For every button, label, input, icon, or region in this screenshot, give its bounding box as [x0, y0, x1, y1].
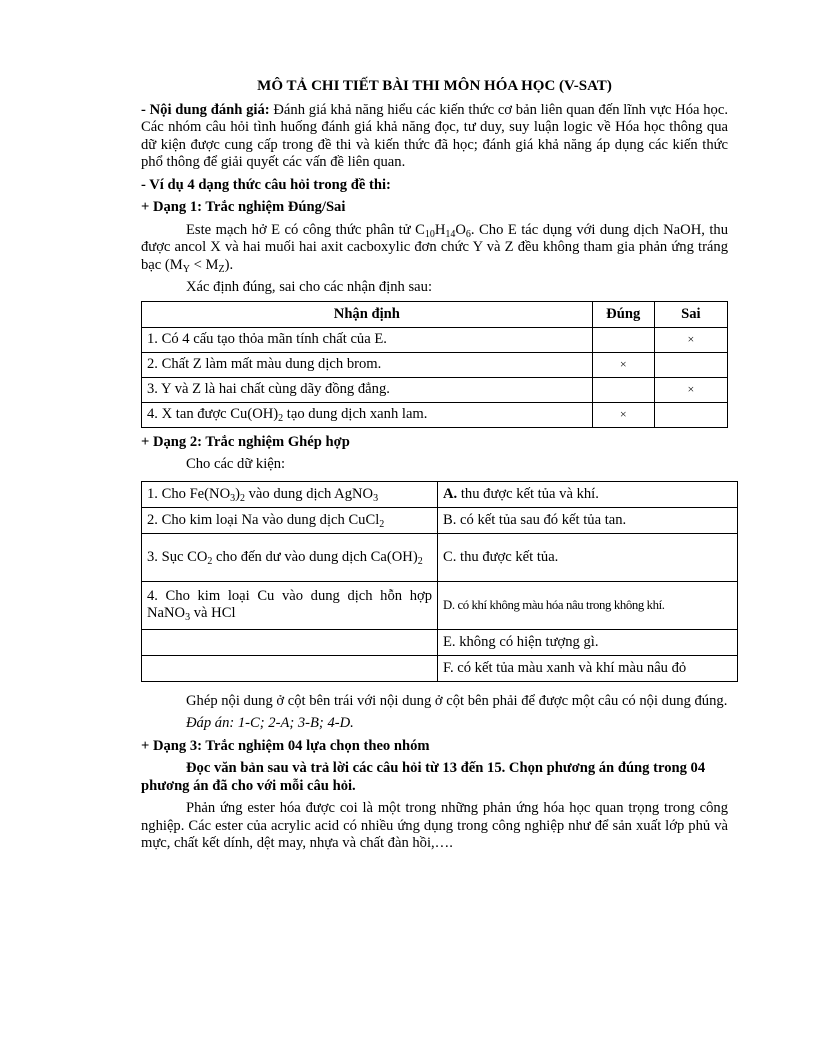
right-cell: E. không có hiện tượng gì.	[438, 629, 738, 655]
dang3-instruction: Đọc văn bản sau và trả lời các câu hỏi từ 13 đến 15. Chọn phương án đúng trong 04 phương án đã cho với mỗi câu hỏi.	[141, 760, 706, 794]
true-cell	[592, 327, 654, 352]
left-cell: 1. Cho $Fe(NO_3)_2$ vào dung dịch AgNO$_3$	[142, 481, 438, 507]
left-cell: 4. Cho kim loại Cu vào dung dịch hỗn hợp NaNO$_3$ và HCl	[142, 581, 438, 629]
table-row	[142, 352, 728, 377]
col-header-statement: Nhận định	[142, 301, 593, 327]
false-cell	[654, 402, 727, 427]
col-header-false: Sai	[654, 301, 727, 327]
statement-cell: 2. Chất Z làm mất màu dung dịch brom.	[142, 352, 593, 377]
col-header-true: Đúng	[592, 301, 654, 327]
false-cell: ×	[654, 327, 727, 352]
table-header-row	[142, 301, 728, 327]
dang1-instruction: Xác định đúng, sai cho các nhận định sau:	[186, 279, 432, 295]
right-cell: F. có kết tủa màu xanh và khí màu nâu đỏ	[438, 655, 738, 681]
dang1-question: Este mạch hở E có công thức phân tử $C_{10}H_{14}O_6$. Cho E tác dụng với dung dịch NaOH, thu được ancol X và hai muối hai axit cacboxylic đơn chức Y và Z đều không tham gia phản ứng tráng bạc $(M_Y < M_Z)$.	[141, 221, 728, 275]
right-cell: D. có khí không màu hóa nâu trong không khí.	[438, 581, 738, 629]
statement-cell: 4. X tan được $Cu(OH)_2$ tạo dung dịch xanh lam.	[142, 402, 593, 427]
dang2-instruction: Cho các dữ kiện:	[186, 456, 286, 472]
statement-cell: 3. Y và Z là hai chất cùng dãy đồng đẳng.	[142, 377, 593, 402]
intro-label: - Nội dung đánh giá:	[141, 101, 270, 118]
right-cell: C. thu được kết tủa.	[438, 533, 738, 581]
left-cell: 3. Sục $CO_2$ cho đến dư vào dung dịch $Ca(OH)_2$	[142, 533, 438, 581]
false-cell: ×	[654, 377, 727, 402]
intro-text: Đánh giá khả năng hiểu các kiến thức cơ bản liên quan đến lĩnh vực Hóa học. Các nhóm câu hỏi tình huống đánh giá khả năng đọc, tư duy, suy luận logic về Hóa học thông qua dữ kiện được cung cấp trong đề thi và kiến thức đã học; đánh giá khả năng áp dụng các kiến thức phổ thông để giải quyết các vấn đề liên quan.	[141, 101, 728, 170]
left-cell	[142, 655, 438, 681]
true-cell: ×	[592, 402, 654, 427]
true-false-table	[141, 301, 728, 428]
table-row	[142, 629, 738, 655]
table-row	[142, 327, 728, 352]
document-page	[141, 78, 728, 853]
table-row	[142, 402, 728, 427]
dang2-heading: + Dạng 2: Trắc nghiệm Ghép hợp	[141, 433, 350, 450]
table-row	[142, 655, 738, 681]
table-row	[142, 377, 728, 402]
page-title: MÔ TẢ CHI TIẾT BÀI THI MÔN HÓA HỌC (V-SAT)	[257, 78, 612, 94]
examples-heading: - Ví dụ 4 dạng thức câu hỏi trong đề thi:	[141, 176, 391, 193]
left-cell	[142, 629, 438, 655]
matching-table	[141, 481, 738, 682]
left-cell: 2. Cho kim loại Na vào dung dịch CuCl$_2$	[142, 507, 438, 533]
true-cell: ×	[592, 352, 654, 377]
dang2-answer: Đáp án: 1-C; 2-A; 3-B; 4-D.	[186, 715, 354, 731]
true-cell	[592, 377, 654, 402]
table-row	[142, 581, 738, 629]
intro-paragraph	[141, 102, 728, 172]
table-row	[142, 533, 738, 581]
dang2-after-text: Ghép nội dung ở cột bên trái với nội dung ở cột bên phải để được một câu có nội dung đúng.	[186, 692, 728, 709]
dang1-heading: + Dạng 1: Trắc nghiệm Đúng/Sai	[141, 199, 346, 215]
false-cell	[654, 352, 727, 377]
right-cell: A. thu được kết tủa và khí.	[438, 481, 738, 507]
dang3-passage: Phản ứng ester hóa được coi là một trong những phản ứng hóa học quan trọng trong công nghiệp. Các ester của acrylic acid có nhiều ứng dụng trong công nghiệp như để sản xuất lớp phủ và mực, chất kết dính, dệt may, nhựa và chất đàn hồi,….	[141, 800, 728, 851]
dang3-heading: + Dạng 3: Trắc nghiệm 04 lựa chọn theo nhóm	[141, 737, 430, 754]
statement-cell: 1. Có 4 cấu tạo thỏa mãn tính chất của E.	[142, 327, 593, 352]
table-row	[142, 481, 738, 507]
right-cell: B. có kết tủa sau đó kết tủa tan.	[438, 507, 738, 533]
table-row	[142, 507, 738, 533]
